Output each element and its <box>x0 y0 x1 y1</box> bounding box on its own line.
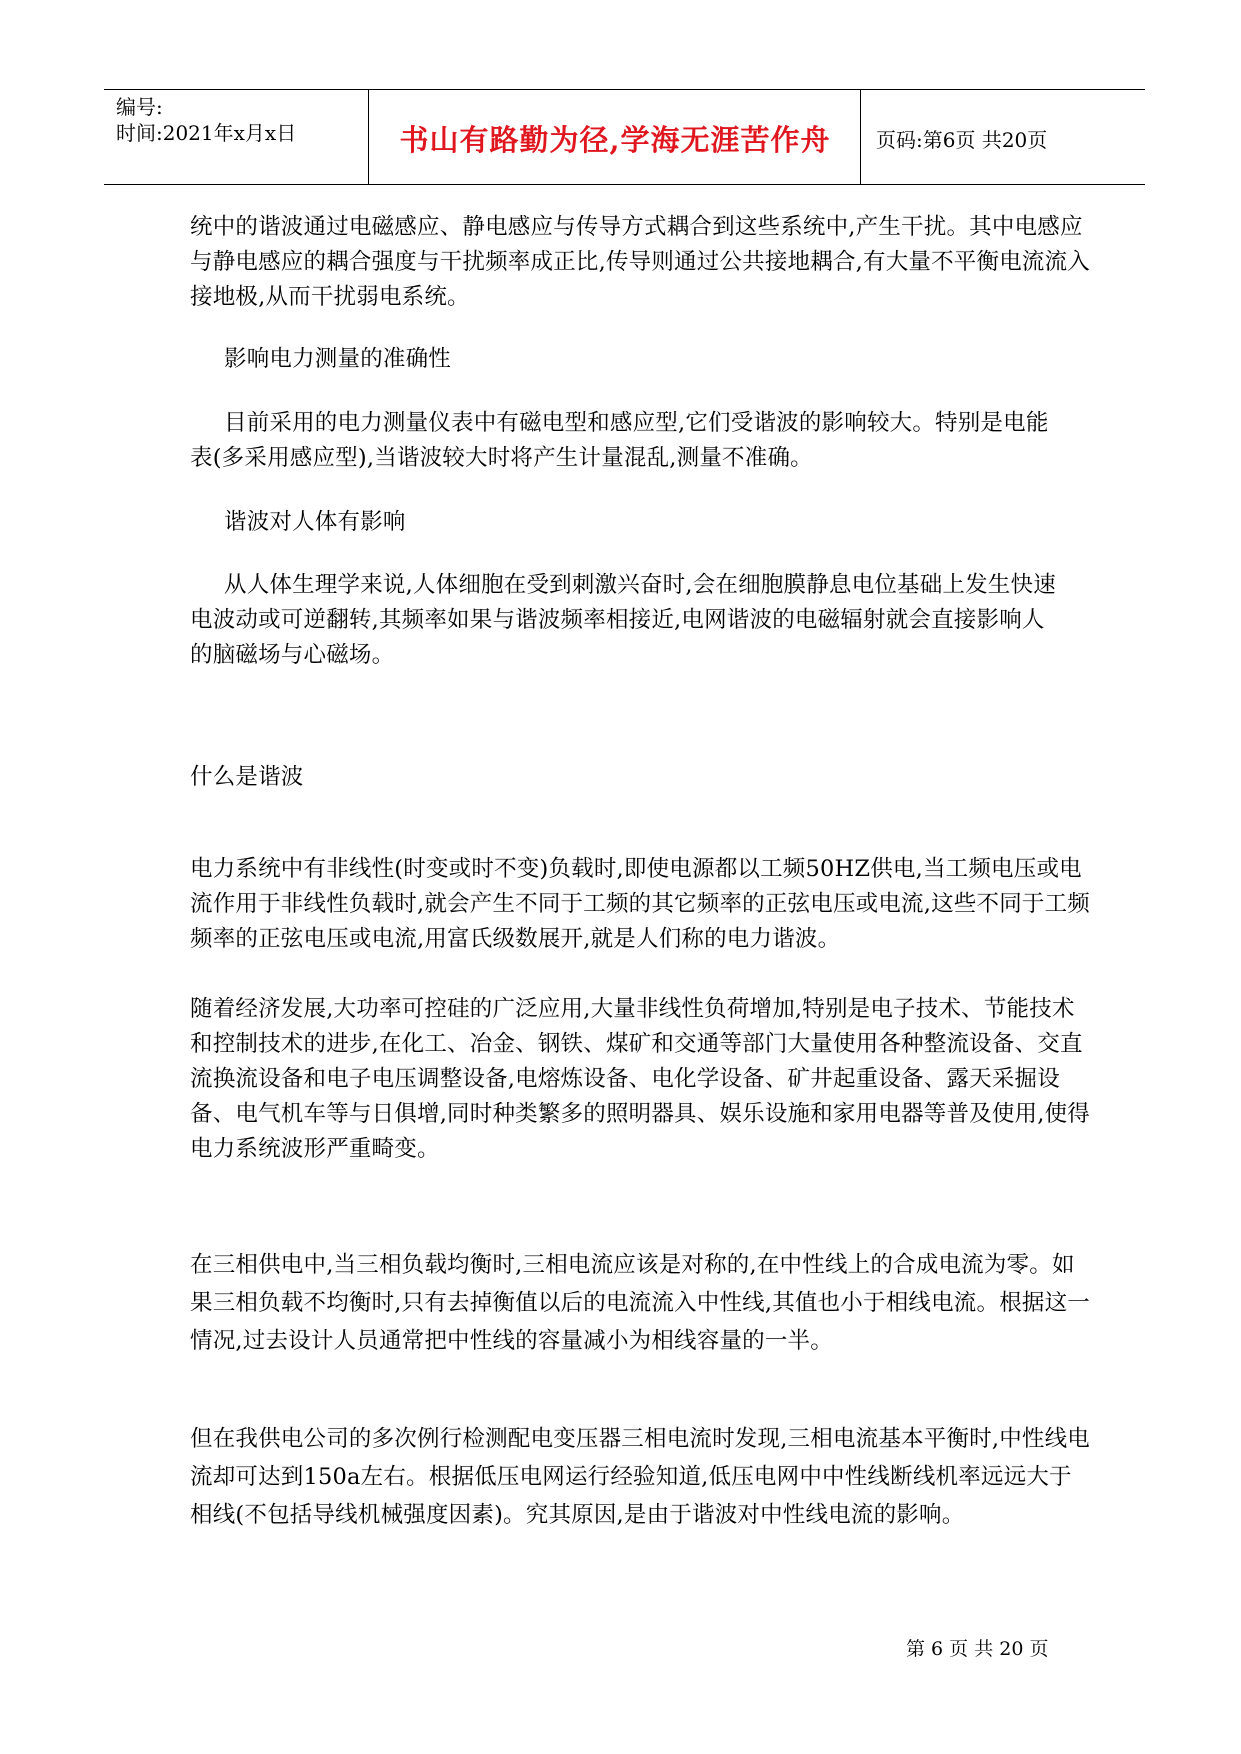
paragraph-measurement: 目前采用的电力测量仪表中有磁电型和感应型,它们受谐波的影响较大。特别是电能表(多采用感应型),当谐波较大时将产生计量混乱,测量不准确。 <box>190 410 1049 471</box>
paragraph-human-health: 从人体生理学来说,人体细胞在受到刺激兴奋时,会在细胞膜静息电位基础上发生快速电波动或可逆翻转,其频率如果与谐波频率相接近,电网谐波的电磁辐射就会直接影响人的脑磁场与心磁场。 <box>190 572 1056 668</box>
paragraph-three-phase: 在三相供电中,当三相负载均衡时,三相电流应该是对称的,在中性线上的合成电流为零。如果三相负载不均衡时,只有去掉衡值以后的电流流入中性线,其值也小于相线电流。根据这一情况,过去设计人员通常把中性线的容量减小为相线容量的一半。 <box>190 1252 1091 1354</box>
header-slogan: 书山有路勤为径,学海无涯苦作舟 <box>399 123 831 157</box>
document-number-label: 编号: <box>116 95 163 119</box>
document-time-label: 时间:2021年x月x日 <box>116 121 297 145</box>
header-page-cell <box>862 90 1145 184</box>
page-footer: 第 6 页 共 20 页 <box>906 1638 1049 1660</box>
heading-what-is-harmonic: 什么是谐波 <box>190 764 304 790</box>
paragraph-neutral-current: 但在我供电公司的多次例行检测配电变压器三相电流时发现,三相电流基本平衡时,中性线电流却可达到150a左右。根据低压电网运行经验知道,低压电网中中性线断线机率远远大于相线(不包括导线机械强度因素)。究其原因,是由于谐波对中性线电流的影响。 <box>190 1426 1091 1528</box>
heading-measurement-accuracy: 影响电力测量的准确性 <box>224 346 452 372</box>
page-header <box>104 89 1145 185</box>
heading-human-health: 谐波对人体有影响 <box>224 509 406 535</box>
paragraph-economic-development: 随着经济发展,大功率可控硅的广泛应用,大量非线性负荷增加,特别是电子技术、节能技术和控制技术的进步,在化工、冶金、钢铁、煤矿和交通等部门大量使用各种整流设备、交直流换流设备和电子电压调整设备,电熔炼设备、电化学设备、矿井起重设备、露天采掘设备、电气机车等与日俱增,同时种类繁多的照明器具、娱乐设施和家用电器等普及使用,使得电力系统波形严重畸变。 <box>190 996 1091 1162</box>
header-slogan-cell <box>370 90 861 184</box>
header-info-cell <box>104 90 369 184</box>
header-page-number: 页码:第6页 共20页 <box>876 128 1048 152</box>
paragraph-harmonic-definition: 电力系统中有非线性(时变或时不变)负载时,即使电源都以工频50HZ供电,当工频电压或电流作用于非线性负载时,就会产生不同于工频的其它频率的正弦电压或电流,这些不同于工频频率的正弦电压或电流,用富氏级数展开,就是人们称的电力谐波。 <box>190 856 1091 952</box>
paragraph-interference: 统中的谐波通过电磁感应、静电感应与传导方式耦合到这些系统中,产生干扰。其中电感应与静电感应的耦合强度与干扰频率成正比,传导则通过公共接地耦合,有大量不平衡电流流入接地极,从而干扰弱电系统。 <box>190 214 1091 310</box>
